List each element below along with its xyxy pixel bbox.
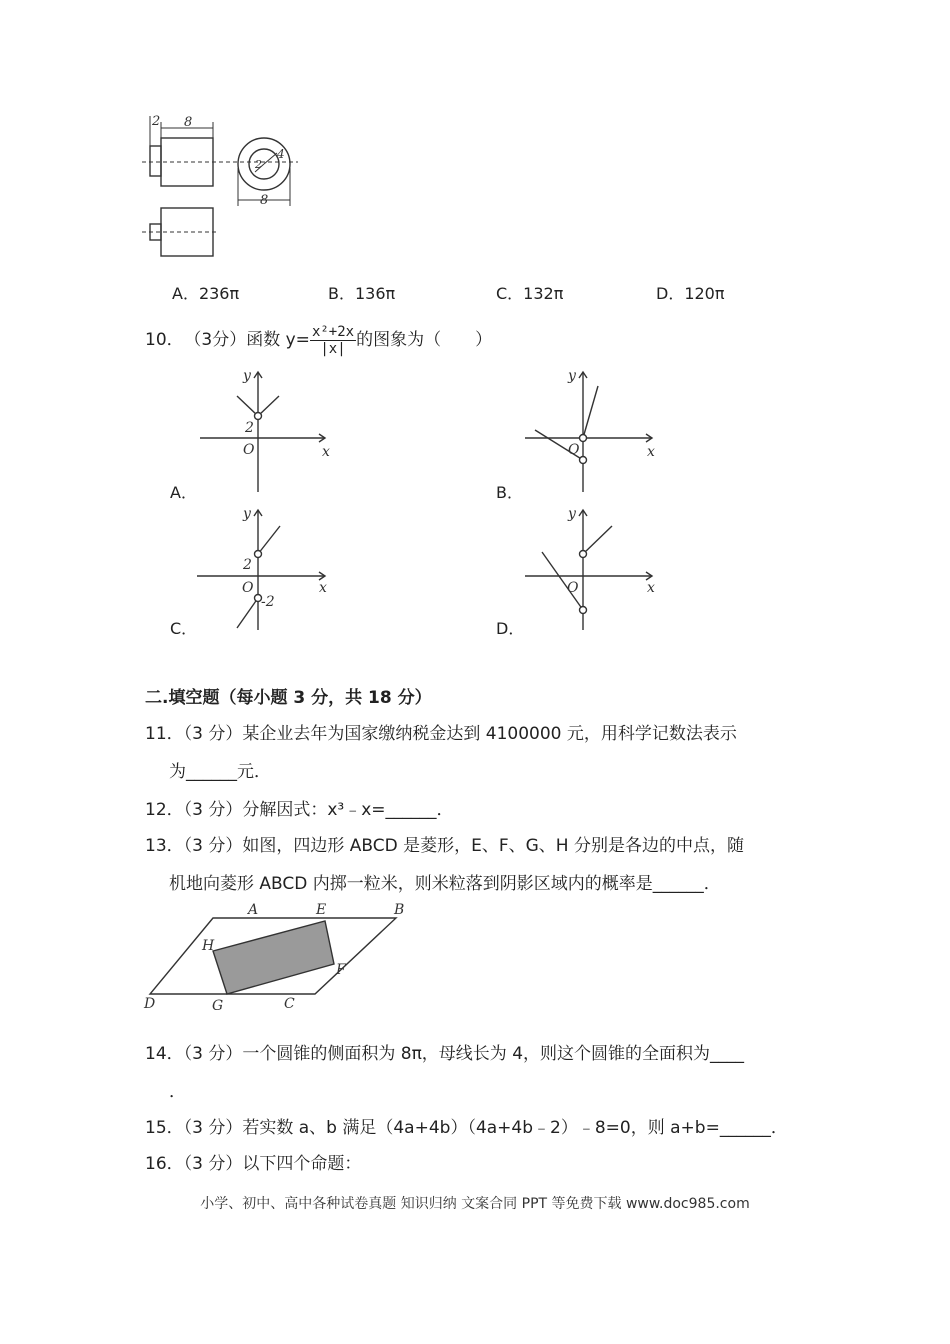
dim-top-label: 8 (184, 115, 193, 130)
q10-graph-c (195, 506, 335, 632)
label-h: H (202, 938, 215, 954)
q16-line1: 16．（3 分）以下四个命题： (145, 1154, 362, 1174)
label-g: G (212, 998, 224, 1014)
q10-frac-numerator: x²+2x (311, 323, 355, 340)
graph-d-origin-label: O (567, 580, 579, 596)
q11-line2: 为______元． (169, 762, 271, 782)
q11-line1: 11．（3 分）某企业去年为国家缴纳税金达到 4100000 元，用科学记数法表示 (145, 724, 737, 744)
graph-a-y-label: y (243, 368, 251, 384)
graph-a-x-label: x (322, 444, 330, 460)
graph-b-y-label: y (568, 368, 576, 384)
graph-a-origin-label: O (243, 442, 255, 458)
q9-option-d: D．120π (656, 284, 725, 303)
q14-line2: ． (169, 1082, 186, 1102)
graph-d-y-label: y (568, 506, 576, 522)
label-c: C (284, 996, 295, 1012)
graph-c-y-label: y (243, 506, 251, 522)
section2-title: 二.填空题（每小题 3 分，共 18 分） (145, 688, 432, 708)
graph-c-x-label: x (319, 580, 327, 596)
graph-d-x-label: x (647, 580, 655, 596)
dim-radius-outer-label: 4 (277, 147, 285, 161)
graph-c-origin-label: O (242, 580, 254, 596)
q10-graph-b (520, 368, 660, 494)
q9-option-c: C．132π (496, 284, 564, 303)
dim-side-label: 2 (152, 114, 161, 129)
q10-stem-end: 的图象为（ ） (356, 330, 493, 350)
q10-option-a: A． (170, 483, 197, 502)
q12-line1: 12．（3 分）分解因式：x³﹣x=______． (145, 800, 454, 820)
q10-graph-d (520, 506, 660, 632)
q13-line1: 13．（3 分）如图，四边形 ABCD 是菱形，E、F、G、H 分别是各边的中点，随 (145, 836, 744, 856)
q9-three-view-figure (138, 108, 308, 268)
label-a: A (248, 902, 259, 918)
shaded-region (213, 921, 334, 994)
q10-option-b: B． (496, 483, 523, 502)
label-f: F (336, 962, 346, 978)
graph-b-origin-label: O (568, 442, 580, 458)
q10-graph-a (195, 368, 335, 494)
graph-c-two-label: 2 (243, 557, 252, 573)
dim-radius-inner-label: 2 (255, 158, 262, 171)
dim-circle-bottom-label: 8 (260, 193, 269, 208)
q10-frac-denominator: |x| (320, 340, 346, 357)
q10-stem (145, 320, 492, 360)
q10-fraction (310, 324, 356, 357)
graph-a-two-label: 2 (245, 420, 254, 436)
q14-line1: 14．（3 分）一个圆锥的侧面积为 8π，母线长为 4，则这个圆锥的全面积为____ (145, 1044, 745, 1064)
q9-option-a: A．236π (172, 284, 240, 303)
q10-score-text: （3分）函数 y= (184, 330, 310, 350)
q15-line1: 15．（3 分）若实数 a、b 满足（4a+4b）（4a+4b﹣2）﹣8=0，则 a+b=______． (145, 1118, 788, 1138)
q10-option-c: C． (170, 619, 198, 638)
label-e: E (316, 902, 327, 918)
label-b: B (394, 902, 405, 918)
q10-number: 10． (145, 330, 184, 350)
q13-rhombus-figure (138, 900, 413, 1018)
q10-option-d: D． (496, 619, 525, 638)
q9-option-b: B．136π (328, 284, 396, 303)
q13-line2: 机地向菱形 ABCD 内掷一粒米，则米粒落到阴影区域内的概率是______． (169, 874, 721, 894)
graph-b-x-label: x (647, 444, 655, 460)
label-d: D (144, 996, 156, 1012)
page-footer: 小学、初中、高中各种试卷真题 知识归纳 文案合同 PPT 等免费下载 www.doc985.com (200, 1196, 750, 1212)
graph-c-neg-two-label: -2 (261, 594, 275, 610)
